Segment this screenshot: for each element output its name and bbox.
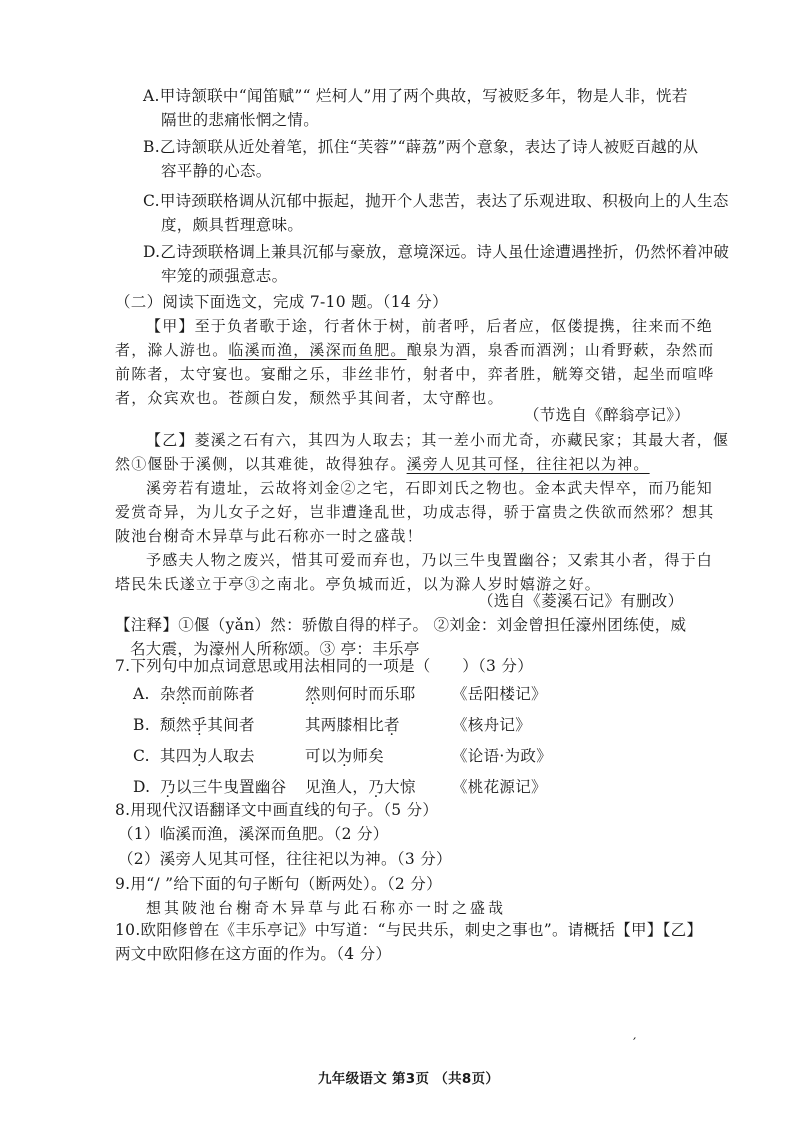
passage-b-line5: 陂池台榭奇木异草与此石称亦一时之盛哉！ xyxy=(115,527,423,545)
question-7-stem: 7.下列句中加点词意思或用法相同的一项是（ ）（3 分） xyxy=(115,657,534,675)
question-9-sentence: 想其陂池台榭奇木异草与此石称亦一时之盛哉 xyxy=(146,899,507,917)
passage-b-source: （选自《菱溪石记》有删改） xyxy=(478,592,684,610)
passage-b-line1: 【乙】菱溪之石有六，其四为人取去；其一差小而尤奇，亦藏民家；其最大者，偃 xyxy=(146,431,730,449)
underlined-sentence-1: 临溪而渔，溪深而鱼肥。 xyxy=(228,341,407,359)
passage-a-line1: 【甲】至于负者歌于途，行者休于树，前者呼，后者应，伛偻提携，往来而不绝 xyxy=(146,317,714,335)
section-heading: （二）阅读下面选文，完成 7-10 题。（14 分） xyxy=(115,293,448,311)
option-a-line2: 隔世的悲痛怅惘之情。 xyxy=(161,111,320,129)
q7-option-d-source: 《桃花源记》 xyxy=(452,778,547,796)
question-8-stem: 8.用现代汉语翻译文中画直线的句子。（5 分） xyxy=(115,801,439,819)
question-9-stem: 9.用“/ ”给下面的句子断句（断两处）。（2 分） xyxy=(115,875,442,893)
passage-b-line4: 爱赏奇异，为儿女子之好，岂非遭逢乱世，功成志得，骄于富贵之佚欲而然邪？想其 xyxy=(115,503,715,521)
q7-option-label: B. xyxy=(133,716,150,734)
question-8-part2: （2）溪旁人见其可怪，往往祀以为神。（3 分） xyxy=(118,850,452,868)
passage-b-line2: 然①偃卧于溪侧，以其难徙，故得独存。溪旁人见其可怪，往往祀以为神。 xyxy=(115,455,650,473)
question-8-part1: （1）临溪而渔，溪深而鱼肥。（2 分） xyxy=(118,825,389,843)
underlined-sentence-2: 溪旁人见其可怪，往往祀以为神。 xyxy=(406,455,650,473)
stray-mark: ′ xyxy=(633,1036,637,1052)
option-c-line2: 度，颇具哲理意味。 xyxy=(161,216,304,234)
option-b-line1: B.乙诗颔联从近处着笔，抓住“芙蓉”“薜荔”两个意象，表达了诗人被贬百越的从 xyxy=(143,138,699,156)
q7-option-a-source: 《岳阳楼记》 xyxy=(452,685,547,703)
passage-a-line4: 者，众宾欢也。苍颜白发，颓然乎其间者，太守醉也。 xyxy=(115,389,504,407)
notes-line2: 名大震，为濠州人所称颂。③ 亭：丰乐亭 xyxy=(130,640,420,658)
q7-option-d-sentence2: 见渔人，乃大惊 xyxy=(305,778,416,796)
q7-option-label: A. xyxy=(133,685,150,703)
q7-option-b-sentence2: 其两膝相比者 xyxy=(305,716,400,734)
q7-option-a-sentence1: 杂然而前陈者 xyxy=(160,685,255,703)
q7-option-b-sentence1: 颓然乎其间者 xyxy=(160,716,255,734)
q7-option-label: D. xyxy=(133,778,151,796)
q7-option-a-sentence2: 然则何时而乐耶 xyxy=(305,685,416,703)
option-d-line1: D.乙诗颈联格调上兼具沉郁与豪放，意境深远。诗人虽仕途遭遇挫折，仍然怀着冲破 xyxy=(143,243,730,261)
q7-option-c-source: 《论语·为政》 xyxy=(452,747,553,765)
q7-option-label: C. xyxy=(133,747,150,765)
option-c-line1: C.甲诗颈联格调从沉郁中振起，抛开个人悲苦，表达了乐观进取、积极向上的人生态 xyxy=(143,192,729,210)
passage-b-line7: 塔民朱氏遂立于亭③之南北。亭负城而近，以为滁人岁时嬉游之好。 xyxy=(115,575,602,593)
passage-b-line3: 溪旁若有遗址，云故将刘金②之宅，石即刘氏之物也。金本武夫悍卒，而乃能知 xyxy=(146,479,714,497)
notes-line1: 【注释】①偃（yǎn）然：骄傲自得的样子。 ②刘金：刘金曾担任濠州团练使，威 xyxy=(115,616,687,634)
page-footer: 九年级语文 第3页 （共8页） xyxy=(318,1071,500,1087)
passage-b-line6: 予感夫人物之废兴，惜其可爱而弃也，乃以三牛曳置幽谷；又索其小者，得于白 xyxy=(146,551,714,569)
q7-option-c-sentence2: 可以为师矣 xyxy=(305,747,385,765)
question-10-line2: 两文中欧阳修在这方面的作为。（4 分） xyxy=(115,945,392,963)
question-10-line1: 10.欧阳修曾在《丰乐亭记》中写道：“与民共乐，刺史之事也”。请概括【甲】【乙】 xyxy=(115,921,703,939)
passage-a-line2: 者，滁人游也。临溪而渔，溪深而鱼肥。酿泉为酒，泉香而酒洌；山肴野蔌，杂然而 xyxy=(115,341,715,359)
passage-a-line3: 前陈者，太守宴也。宴酣之乐，非丝非竹，射者中，弈者胜，觥筹交错，起坐而喧哗 xyxy=(115,365,715,383)
q7-option-d-sentence1: 乃以三牛曳置幽谷 xyxy=(160,778,287,796)
option-b-line2: 容平静的心态。 xyxy=(161,162,272,180)
q7-option-b-source: 《核舟记》 xyxy=(452,716,532,734)
option-d-line2: 牢笼的顽强意志。 xyxy=(161,267,288,285)
q7-option-c-sentence1: 其四为人取去 xyxy=(160,747,255,765)
option-a-line1: A.甲诗颔联中“闻笛赋”“ 烂柯人”用了两个典故，写被贬多年，物是人非，恍若 xyxy=(143,87,688,105)
passage-a-source: （节选自《醉翁亭记》） xyxy=(524,406,691,424)
